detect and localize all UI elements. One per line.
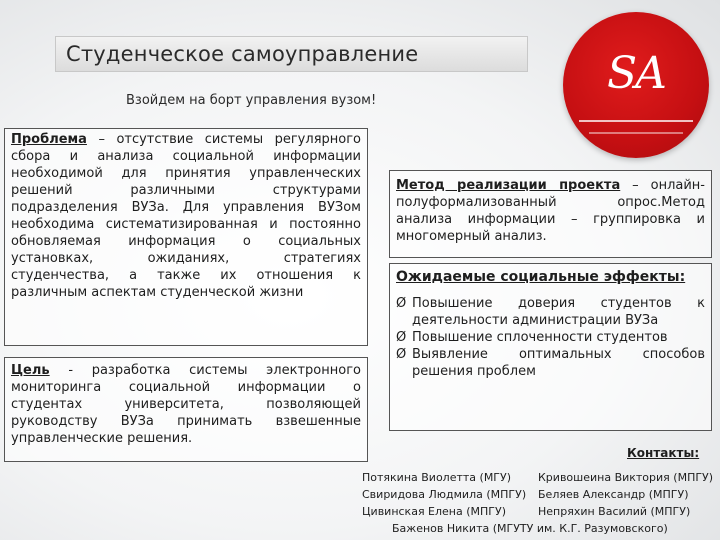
effects-item — [396, 329, 705, 346]
goal-label: Цель — [11, 363, 50, 378]
logo-line-decor — [579, 120, 693, 122]
logo-text: SA — [607, 48, 665, 99]
method-text: – онлайн-полуформализованный опрос.Метод анализа информации – группировка и многомерный анализ. — [396, 178, 705, 244]
contact-row — [362, 486, 718, 503]
contact-name: Баженов Никита (МГУТУ им. К.Г. Разумовского) — [392, 522, 668, 535]
contact-name: Цивинская Елена (МПГУ) — [362, 505, 506, 518]
page-subtitle: Взойдем на борт управления вузом! — [126, 93, 377, 108]
contact-name: Кривошеина Виктория (МПГУ) — [538, 471, 714, 484]
contact-name: Свиридова Людмила (МПГУ) — [362, 488, 527, 501]
logo — [563, 12, 709, 158]
contact-row — [362, 503, 718, 520]
problem-panel — [4, 128, 368, 346]
effects-item-text: Повышение доверия студентов к деятельности администрации ВУЗа — [412, 296, 705, 328]
bullet-arrow-icon: Ø — [396, 347, 407, 362]
effects-title: Ожидаемые социальные эффекты: — [396, 269, 686, 285]
contact-name: Беляев Александр (МПГУ) — [538, 488, 689, 501]
bullet-arrow-icon: Ø — [396, 330, 407, 345]
method-panel — [389, 170, 712, 258]
effects-panel — [389, 263, 712, 431]
contacts-list — [362, 469, 718, 537]
effects-item — [396, 295, 705, 329]
contact-name: Потякина Виолетта (МГУ) — [362, 471, 512, 484]
contacts-title: Контакты: — [627, 446, 700, 460]
problem-text: – отсутствие системы регулярного сбора и анализа социальной информации необходимой для принятия управленческих решений различными структурами подразделения ВУЗа. Для управления ВУЗом необходима систематизированная и постоянно обновляемая информация о социальных установках, ожиданиях, стратегиях студенчества, а также их отношения к различным аспектам студенческой жизни — [11, 132, 361, 300]
method-label: Метод реализации проекта — [396, 178, 621, 193]
contact-row — [362, 469, 718, 486]
page-title: Студенческое самоуправление — [55, 36, 528, 72]
bullet-arrow-icon: Ø — [396, 296, 407, 311]
effects-item — [396, 346, 705, 380]
logo-line-decor — [589, 132, 683, 134]
goal-text: - разработка системы электронного мониторинга социальной информации о студентах университета, позволяющей руководству ВУЗа принимать взвешенные управленческие решения. — [11, 363, 361, 446]
effects-item-text: Выявление оптимальных способов решения проблем — [412, 347, 705, 379]
effects-item-text: Повышение сплоченности студентов — [412, 330, 668, 345]
problem-label: Проблема — [11, 132, 87, 147]
contact-name: Непряхин Василий (МПГУ) — [538, 505, 691, 518]
goal-panel — [4, 357, 368, 462]
contact-row — [362, 520, 718, 537]
